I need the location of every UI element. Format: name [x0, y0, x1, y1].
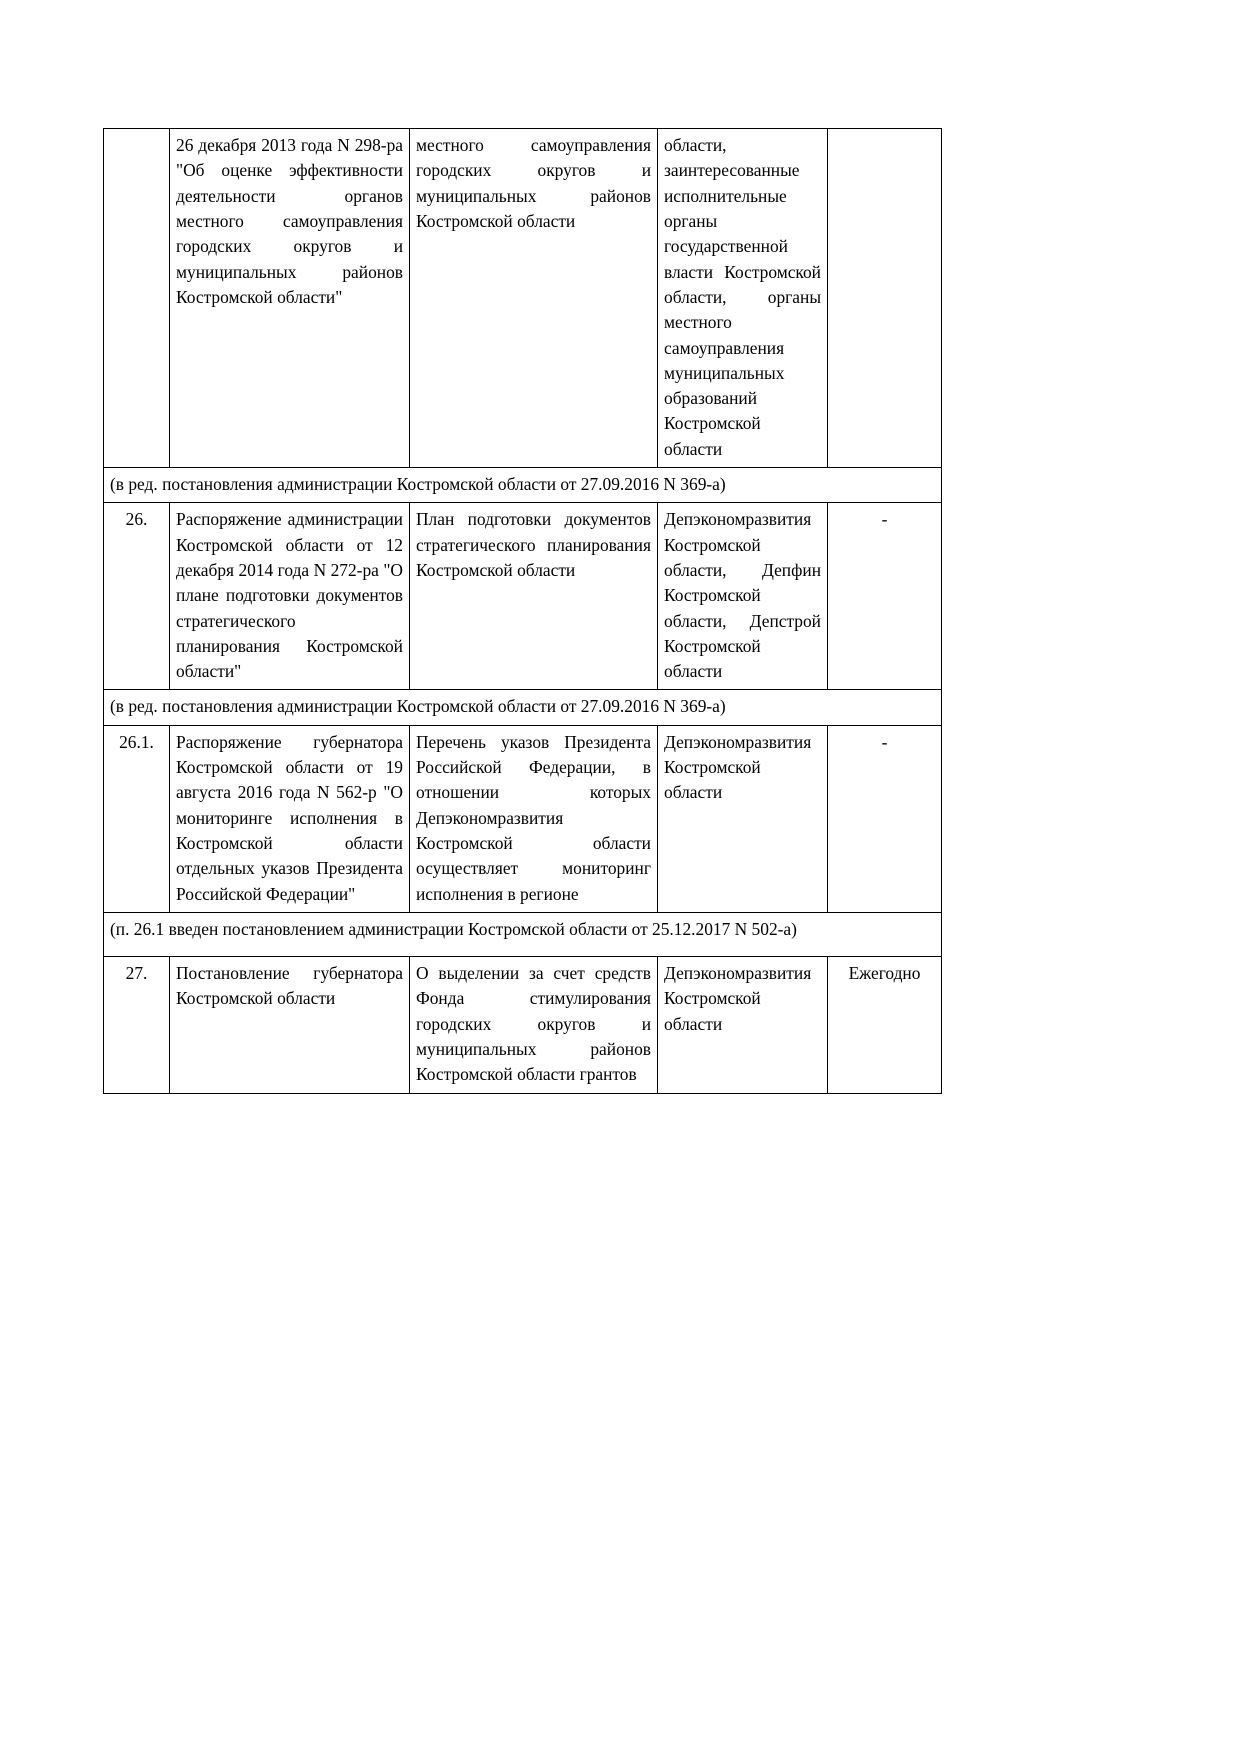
cell-content: местного самоуправления городских округов и муниципальных районов Костромской области [410, 129, 658, 468]
cell-content: Перечень указов Президента Российской Федерации, в отношении которых Депэкономразвития Костромской области осуществляет мониторинг исполнения в регионе [410, 725, 658, 912]
note-text: (п. 26.1 введен постановлением администрации Костромской области от 25.12.2017 N 502-а) [104, 912, 942, 956]
table-note-row [104, 690, 942, 725]
table-body [104, 129, 942, 1094]
cell-content: О выделении за счет средств Фонда стимулирования городских округов и муниципальных районов Костромской области грантов [410, 957, 658, 1094]
cell-document-name: Распоряжение администрации Костромской области от 12 декабря 2014 года N 272-ра "О плане подготовки документов стратегического планирования Костромской области" [170, 503, 410, 690]
note-text: (в ред. постановления администрации Костромской области от 27.09.2016 N 369-а) [104, 690, 942, 725]
table-note-row [104, 912, 942, 956]
cell-document-name: Распоряжение губернатора Костромской области от 19 августа 2016 года N 562-р "О мониторинге исполнения в Костромской области отдельных указов Президента Российской Федерации" [170, 725, 410, 912]
table-row [104, 957, 942, 1094]
cell-responsible: Депэкономразвития Костромской области [658, 957, 828, 1094]
table-row [104, 503, 942, 690]
legal-register-table [103, 128, 942, 1094]
cell-frequency: Ежегодно [828, 957, 942, 1094]
cell-number: 26. [104, 503, 170, 690]
cell-number: 27. [104, 957, 170, 1094]
note-text: (в ред. постановления администрации Костромской области от 27.09.2016 N 369-а) [104, 468, 942, 503]
table-note-row [104, 468, 942, 503]
cell-content: План подготовки документов стратегического планирования Костромской области [410, 503, 658, 690]
cell-responsible: Депэкономразвития Костромской области, Депфин Костромской области, Депстрой Костромской области [658, 503, 828, 690]
cell-document-name: Постановление губернатора Костромской области [170, 957, 410, 1094]
table-row [104, 725, 942, 912]
cell-responsible: Депэкономразвития Костромской области [658, 725, 828, 912]
cell-frequency: - [828, 503, 942, 690]
cell-frequency: - [828, 725, 942, 912]
cell-responsible: области, заинтересованные исполнительные органы государственной власти Костромской области, органы местного самоуправления муниципальных образований Костромской области [658, 129, 828, 468]
cell-number: 26.1. [104, 725, 170, 912]
cell-number [104, 129, 170, 468]
cell-frequency [828, 129, 942, 468]
table-row [104, 129, 942, 468]
cell-document-name: 26 декабря 2013 года N 298-ра "Об оценке эффективности деятельности органов местного самоуправления городских округов и муниципальных районов Костромской области" [170, 129, 410, 468]
